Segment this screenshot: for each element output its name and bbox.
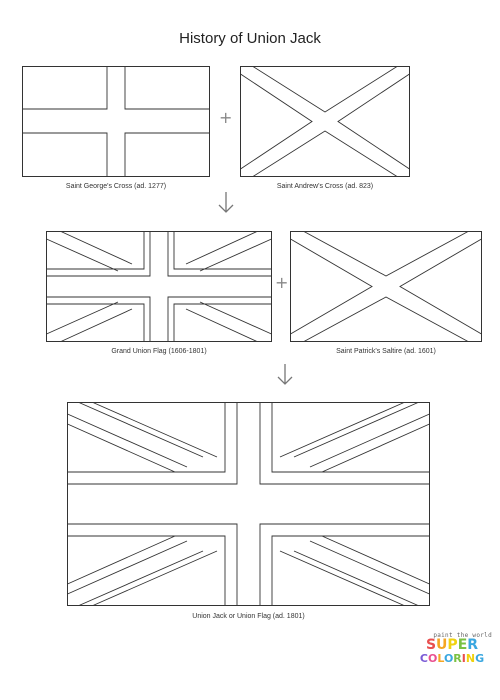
logo-word-coloring: COLORING xyxy=(419,652,485,665)
down-arrow-icon-1 xyxy=(216,190,236,216)
super-coloring-logo xyxy=(412,632,492,672)
page-title: History of Union Jack xyxy=(179,30,321,47)
logo-tagline: paint the world xyxy=(433,632,492,639)
st-patrick-caption: Saint Patrick's Saltire (ad. 1601) xyxy=(336,348,436,355)
st-george-cross-drawing xyxy=(22,66,210,177)
down-arrow-icon-2 xyxy=(275,362,295,388)
st-andrew-cross-flag xyxy=(240,66,410,177)
logo-word-super: SUPER xyxy=(425,637,479,653)
plus-sign-2: + xyxy=(275,273,289,292)
union-jack-flag xyxy=(67,402,430,606)
grand-union-caption: Grand Union Flag (1606-1801) xyxy=(111,348,207,355)
st-george-caption: Saint George's Cross (ad. 1277) xyxy=(65,183,167,190)
st-andrew-cross-drawing xyxy=(240,66,410,177)
st-patrick-saltire-flag xyxy=(290,231,482,342)
st-andrew-caption: Saint Andrew's Cross (ad. 823) xyxy=(276,183,374,190)
plus-sign-1: + xyxy=(219,108,233,127)
union-jack-drawing xyxy=(67,402,430,606)
st-patrick-saltire-drawing xyxy=(290,231,482,342)
st-george-cross-flag xyxy=(22,66,210,177)
union-jack-caption: Union Jack or Union Flag (ad. 1801) xyxy=(192,613,305,620)
grand-union-drawing xyxy=(46,231,272,342)
grand-union-flag xyxy=(46,231,272,342)
